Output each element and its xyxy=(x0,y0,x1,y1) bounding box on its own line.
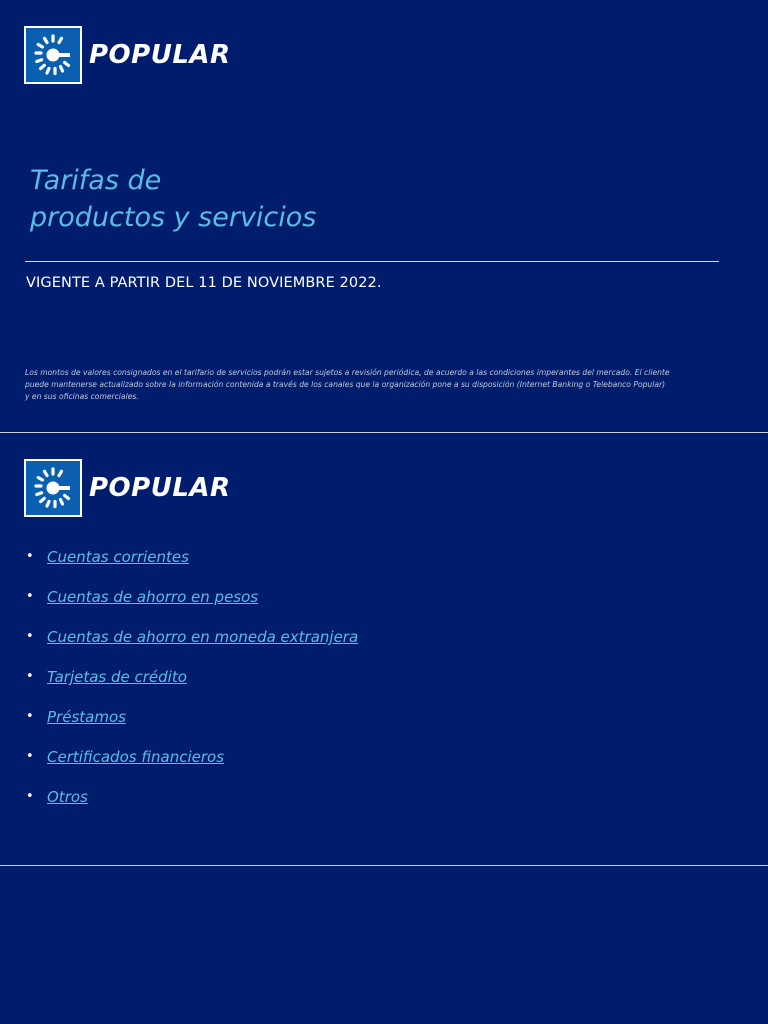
disclaimer xyxy=(25,367,675,403)
bullet: • xyxy=(26,789,34,804)
page-title xyxy=(30,162,316,236)
next-slide xyxy=(0,866,768,1024)
popular-logo xyxy=(24,26,231,84)
link-cuentas-corrientes[interactable]: Cuentas corrientes xyxy=(47,548,189,566)
link-cuentas-ahorro-moneda-extranjera[interactable]: Cuentas de ahorro en moneda extranjera xyxy=(47,628,359,646)
brand-name: POPULAR xyxy=(89,40,231,70)
bullet: • xyxy=(26,749,34,764)
brand-name: POPULAR xyxy=(89,473,231,503)
title-divider xyxy=(25,261,719,262)
bullet: • xyxy=(26,629,34,644)
title-line-1: Tarifas de xyxy=(30,165,162,196)
list-item xyxy=(26,547,358,587)
cover-slide xyxy=(0,0,768,432)
popular-bank-logo-icon xyxy=(24,459,82,517)
bullet: • xyxy=(26,709,34,724)
disclaimer-line-1: Los montos de valores consignados en el tarifario de servicios podrán estar sujetos a revisión periódica, de acuerdo a las condiciones imperantes del mercado. El cliente xyxy=(25,368,670,377)
list-item xyxy=(26,627,358,667)
popular-logo xyxy=(24,459,231,517)
list-item xyxy=(26,667,358,707)
list-item xyxy=(26,587,358,627)
disclaimer-line-3: y en sus oficinas comerciales. xyxy=(25,392,139,401)
title-line-2: productos y servicios xyxy=(30,202,317,233)
list-item xyxy=(26,707,358,747)
list-item xyxy=(26,787,358,827)
bullet: • xyxy=(26,549,34,564)
product-index-list xyxy=(26,547,358,827)
bullet: • xyxy=(26,669,34,684)
bullet: • xyxy=(26,589,34,604)
disclaimer-line-2: puede mantenerse actualizado sobre la información contenida a través de los canales que la organización pone a su disposición (Internet Banking o Telebanco Popular) xyxy=(25,380,666,389)
link-prestamos[interactable]: Préstamos xyxy=(47,708,126,726)
link-otros[interactable]: Otros xyxy=(47,788,88,806)
index-slide xyxy=(0,433,768,865)
link-tarjetas-credito[interactable]: Tarjetas de crédito xyxy=(47,668,187,686)
effective-date: VIGENTE A PARTIR DEL 11 DE NOVIEMBRE 2022. xyxy=(26,275,382,291)
link-certificados-financieros[interactable]: Certificados financieros xyxy=(47,748,225,766)
link-cuentas-ahorro-pesos[interactable]: Cuentas de ahorro en pesos xyxy=(47,588,259,606)
popular-bank-logo-icon xyxy=(24,26,82,84)
list-item xyxy=(26,747,358,787)
